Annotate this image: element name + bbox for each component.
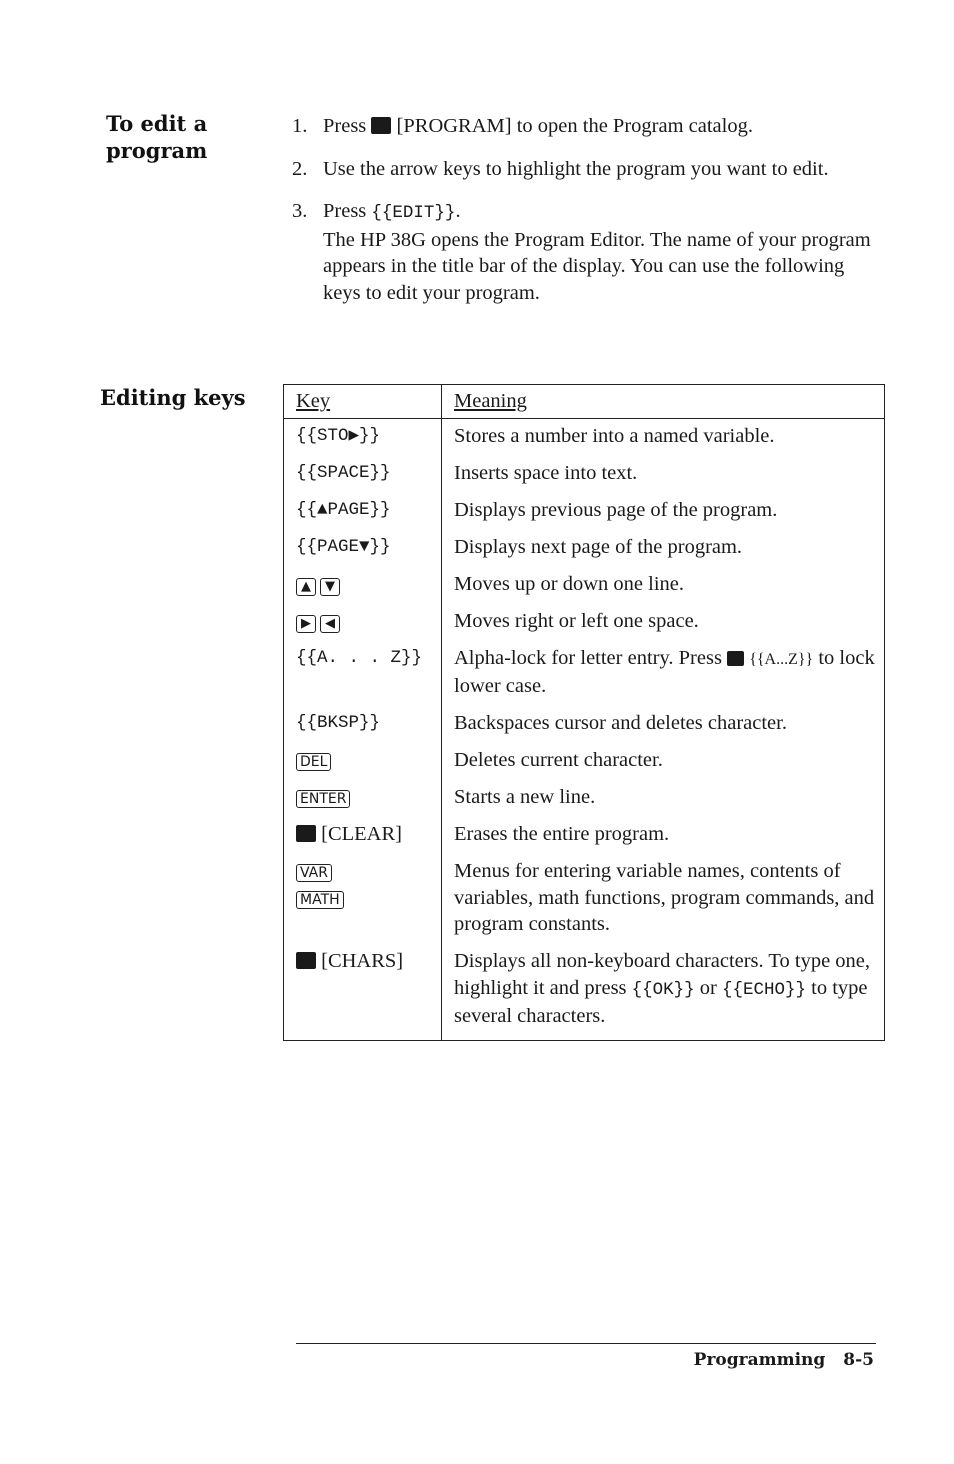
key-label: [CLEAR]: [321, 823, 402, 845]
meaning-text: Alpha-lock for letter entry. Press: [454, 646, 722, 669]
enter-key-icon: ENTER: [296, 790, 350, 808]
step-text: Press: [323, 115, 367, 137]
meaning-cell: Erases the entire program.: [454, 823, 670, 845]
key-cell: [284, 858, 442, 948]
footer-section-title: Programming: [693, 1350, 826, 1370]
step-2: [292, 156, 882, 183]
table-row: [284, 418, 885, 460]
left-arrow-key-icon: ◀: [320, 615, 340, 633]
softkey-label: {{ECHO}}: [722, 979, 807, 1000]
softkey-label: {{EDIT}}: [371, 203, 456, 223]
step-text: Use the arrow keys to highlight the program you want to edit.: [323, 157, 829, 180]
section-heading-edit-program: To edit a program: [106, 111, 208, 163]
key-cell: [284, 747, 442, 784]
step-1: [292, 113, 882, 140]
down-arrow-key-icon: ▼: [320, 578, 340, 596]
meaning-cell: Moves up or down one line.: [454, 572, 685, 595]
table-row: [284, 608, 885, 645]
key-label: [CHARS]: [321, 950, 404, 972]
table-row: [284, 645, 885, 711]
shift-key-icon: [296, 825, 316, 842]
table-row: [284, 497, 885, 534]
var-key-icon: VAR: [296, 864, 332, 882]
meaning-text: to type several characters.: [454, 976, 868, 1027]
meaning-cell: Starts a new line.: [454, 786, 596, 808]
key-cell: {{PAGE▼}}: [284, 534, 442, 571]
key-cell: [284, 821, 442, 858]
softkey-label: {{A...Z}}: [749, 650, 814, 668]
step-text: .: [455, 200, 461, 222]
column-header-meaning: Meaning: [442, 385, 885, 419]
key-cell: {{A. . . Z}}: [284, 645, 442, 711]
table-row: [284, 821, 885, 858]
table-row: [284, 948, 885, 1041]
key-cell: {{BKSP}}: [284, 710, 442, 747]
steps-list: [292, 113, 882, 322]
meaning-cell: Moves right or left one space.: [454, 609, 699, 632]
softkey-label: {{OK}}: [631, 979, 695, 1000]
key-cell: {{▲PAGE}}: [284, 497, 442, 534]
table-row: [284, 534, 885, 571]
up-arrow-key-icon: ▲: [296, 578, 316, 596]
meaning-cell: [442, 948, 885, 1041]
step-3: [292, 198, 882, 306]
meaning-cell: Stores a number into a named variable.: [454, 424, 775, 447]
meaning-cell: Deletes current character.: [454, 749, 663, 771]
page-footer: [694, 1350, 874, 1370]
meaning-cell: [442, 645, 885, 711]
step-description: The HP 38G opens the Program Editor. The name of your program appears in the title bar of the display. You can use the following keys to edit your program.: [323, 228, 871, 304]
shift-key-icon: [296, 952, 316, 969]
meaning-cell: Inserts space into text.: [454, 461, 638, 484]
key-cell: [284, 608, 442, 645]
page-number: 8-5: [843, 1350, 874, 1370]
meaning-text: or: [699, 976, 717, 999]
meaning-cell: Menus for entering variable names, contents of variables, math functions, program commands, and program constants.: [454, 860, 875, 935]
meaning-cell: Displays next page of the program.: [454, 535, 743, 558]
key-cell: [284, 948, 442, 1041]
table-row: [284, 571, 885, 608]
key-label: [PROGRAM]: [396, 115, 512, 137]
table-row: [284, 710, 885, 747]
table-row: [284, 784, 885, 821]
meaning-cell: Backspaces cursor and deletes character.: [454, 712, 787, 734]
table-row: [284, 858, 885, 948]
step-number: 3.: [292, 200, 308, 222]
step-text: to open the Program catalog.: [516, 115, 753, 137]
del-key-icon: DEL: [296, 753, 331, 771]
shift-key-icon: [727, 651, 744, 666]
section-heading-editing-keys: Editing keys: [100, 385, 246, 410]
key-cell: {{SPACE}}: [284, 460, 442, 497]
meaning-text: to lock lower case.: [454, 646, 875, 697]
editing-keys-table: [283, 384, 885, 1041]
step-text: Press: [323, 200, 367, 222]
footer-rule: [296, 1343, 876, 1344]
step-number: 2.: [292, 157, 308, 180]
table-header-row: [284, 385, 885, 419]
math-key-icon: MATH: [296, 891, 344, 909]
step-number: 1.: [292, 115, 308, 137]
table-row: [284, 460, 885, 497]
key-cell: [284, 571, 442, 608]
shift-key-icon: [371, 117, 391, 134]
table-row: [284, 747, 885, 784]
meaning-text: Displays all non-keyboard characters. To type one, highlight it and press: [454, 950, 871, 999]
right-arrow-key-icon: ▶: [296, 615, 316, 633]
column-header-key: Key: [284, 385, 442, 419]
meaning-cell: Displays previous page of the program.: [454, 498, 778, 521]
key-cell: {{STO▶}}: [284, 418, 442, 460]
key-cell: [284, 784, 442, 821]
